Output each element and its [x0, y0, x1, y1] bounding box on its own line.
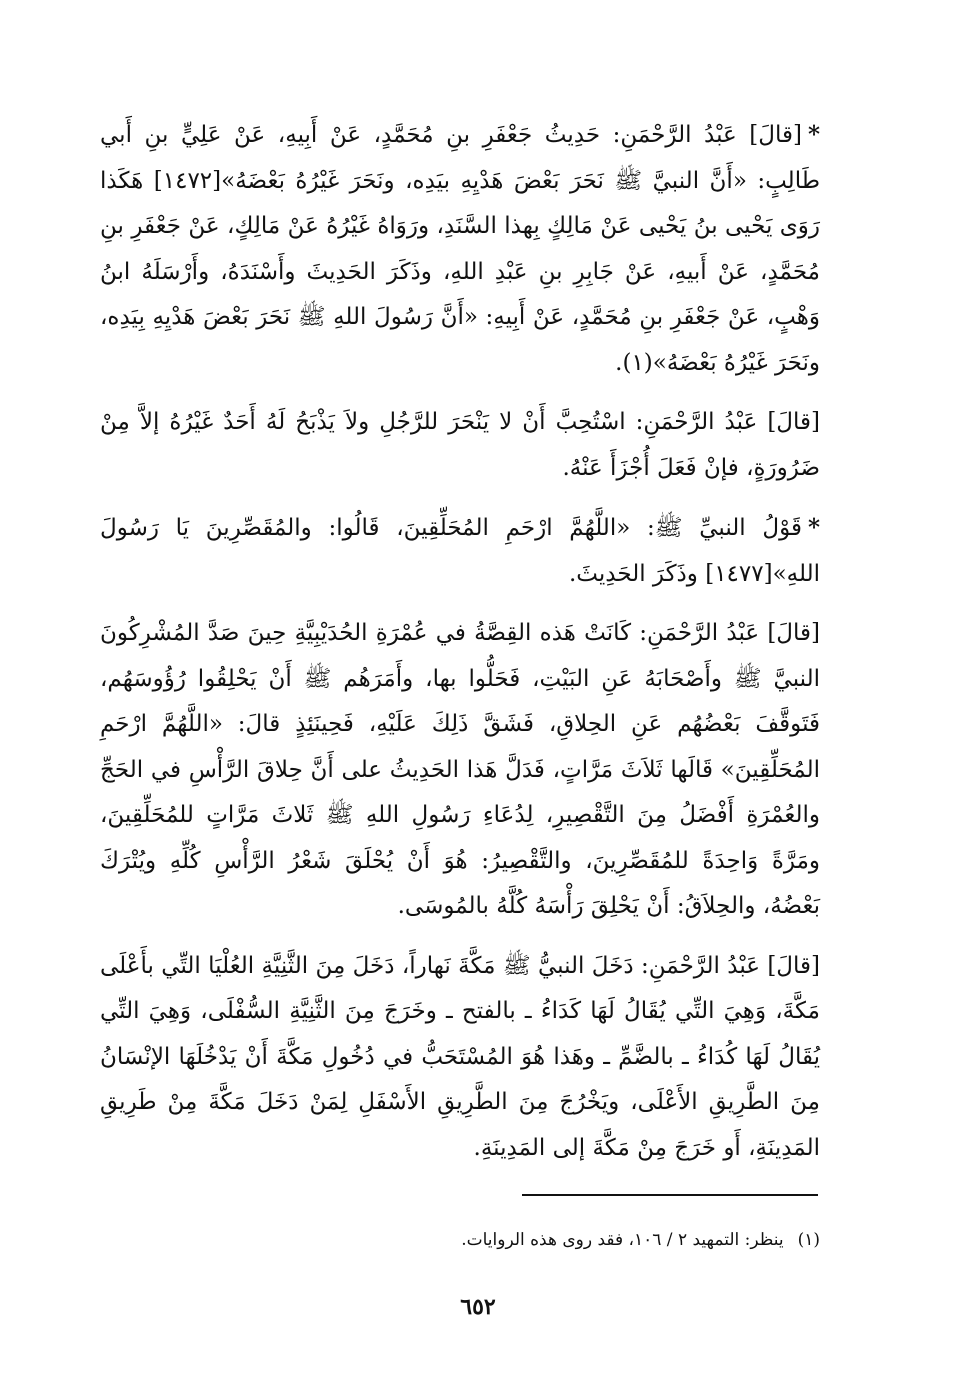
- paragraph-5: [100, 944, 820, 1172]
- paragraph-text: [قالَ] عَبْدُ الرَّحْمَنِ: دَخَلَ النبيُّ ﷺ مَكَّةَ نَهاراً، دَخَلَ مِنَ الثَّنِيَّةِ العُلْيَا التِّي بأَعْلَى مَكَّةَ، وَهِيَ التِّي يُقَالُ لَهَا كَدَاءُ ـ بالفتح ـ وخَرَجَ مِنَ الثَّنِيَّةِ السُّفْلَى، وَهِيَ التِّي يُقَالُ لَهَا كُدَاءُ ـ بالضَّمِّ ـ وهَذا هُوَ المُسْتَحَبُّ في دُخُولِ مَكَّةَ أَنْ يَدْخُلَهَا الإنْسَانُ مِنَ الطَّرِيقِ الأَعْلَى، ويَخْرُجَ مِنَ الطَّرِيقِ الأَسْفَلِ لِمَنْ دَخَلَ مَكَّةَ مِنْ طَرِيقِ المَدِينَةِ، أَو خَرَجَ مِنْ مَكَّةَ إلى المَدِينَةِ.: [100, 952, 820, 1161]
- paragraph-2: [100, 400, 820, 491]
- paragraph-marker: *: [807, 121, 820, 148]
- paragraph-text: [قالَ] عَبْدُ الرَّحْمَنِ: حَدِيثُ جَعْفَرِ بنِ مُحَمَّدٍ، عَنْ أَبِيهِ، عَنْ عَلِيٍّ بنِ أَبي طَالِبٍ: «أَنَّ النبيَّ ﷺ نَحَرَ بَعْضَ هَدْيِهِ بيَدِه، ونَحَرَ غَيْرُهُ بَعْضَهُ»[١٤٧٢] هَكَذا رَوَى يَحْيى بنُ يَحْيى عَنْ مَالِكٍ بِهذا السَّنَدِ، ورَوَاهُ غَيْرُهُ عَنْ مَالِكٍ، عَنْ جَعْفَرِ بنِ مُحَمَّدٍ، عَنْ أَبيهِ، عَنْ جَابِرِ بنِ عَبْدِ اللهِ، وذَكَرَ الحَدِيثَ وأَسْنَدَهُ، وأَرْسَلَهُ ابنُ وَهْبٍ، عَنْ جَعْفَرِ بنِ مُحَمَّدٍ، عَنْ أَبِيهِ: «أَنَّ رَسُولَ اللهِ ﷺ نَحَرَ بَعْضَ هَدْيِهِ بِيَدِه، ونَحَرَ غَيْرُهُ بَعْضَهُ»(١).: [100, 122, 821, 376]
- paragraph-1: [100, 112, 820, 386]
- paragraph-text: قَوْلُ النبيِّ ﷺ: «اللَّهُمَّ ارْحَمِ المُحَلِّقِينَ، قَالُوا: والمُقَصِّرِينَ يَا رَسُولَ اللهِ»[١٤٧٧] وذَكَرَ الحَدِيثَ.: [100, 515, 820, 587]
- footnote-separator: [522, 1194, 818, 1196]
- paragraph-text: [قالَ] عَبْدُ الرَّحْمَنِ: اسْتُحِبَّ أَنْ لا يَنْحَرَ للرَّجُلِ ولاَ يَذْبَحُ لَهُ أَحَدٌ غَيْرُهُ إلاَّ مِنْ ضَرُورَةٍ، فإنْ فَعَلَ أُجْزَأَ عَنْهُ.: [100, 409, 820, 481]
- paragraph-4: [100, 611, 820, 930]
- footnote: [100, 1226, 820, 1254]
- paragraph-3: [100, 505, 820, 597]
- page-body: [100, 112, 820, 1185]
- footnote-text: ينظر: التمهيد ٢ / ١٠٦، فقد روى هذه الروايات.: [461, 1230, 784, 1250]
- paragraph-text: [قالَ] عَبْدُ الرَّحْمَنِ: كَانَتْ هَذه القِصَّةُ في عُمْرَةِ الحُدَيْبِيَّةِ حِينَ صَدَّ المُشْرِكُونَ النبيَّ ﷺ وأَصْحَابَهُ عَنِ البَيْتِ، فَحَلُّوا بها، وأَمَرَهُم ﷺ أَنْ يَحْلِقُوا رُؤُوسَهُم، فَتَوقَّفَ بَعْضُهُم عَنِ الحِلاقِ، فَشَقَّ ذَلِكَ عَلَيْهِ، فَحِينَئِذٍ قالَ: «اللَّهُمَّ ارْحَمِ المُحَلِّقِينَ» قَالَها ثَلاَثَ مَرَّاتٍ، فَدَلَّ هَذا الحَدِيثُ على أَنَّ حِلاقَ الرَّأْسِ في الحَجِّ والعُمْرَةِ أَفْضَلُ مِنَ التَّقْصِيرِ، لِدُعَاءِ رَسُولِ اللهِ ﷺ ثَلاثَ مَرَّاتٍ للمُحَلِّقِينَ، ومَرَّةً وَاحِدَةً للمُقَصِّرِينَ، والتَّقْصِيرُ: هُوَ أَنْ يُحْلَقَ شَعْرُ الرَّأْسِ كُلِّهِ ويُتْرَكَ بَعْضُهُ، والحِلاَقُ: أَنْ يَحْلِقَ رَأْسَهُ كُلَّهُ بالمُوسَى.: [100, 620, 820, 919]
- page-number: ٦٥٢: [460, 1294, 496, 1320]
- paragraph-marker: *: [807, 514, 820, 541]
- footnote-number: (١): [797, 1230, 820, 1250]
